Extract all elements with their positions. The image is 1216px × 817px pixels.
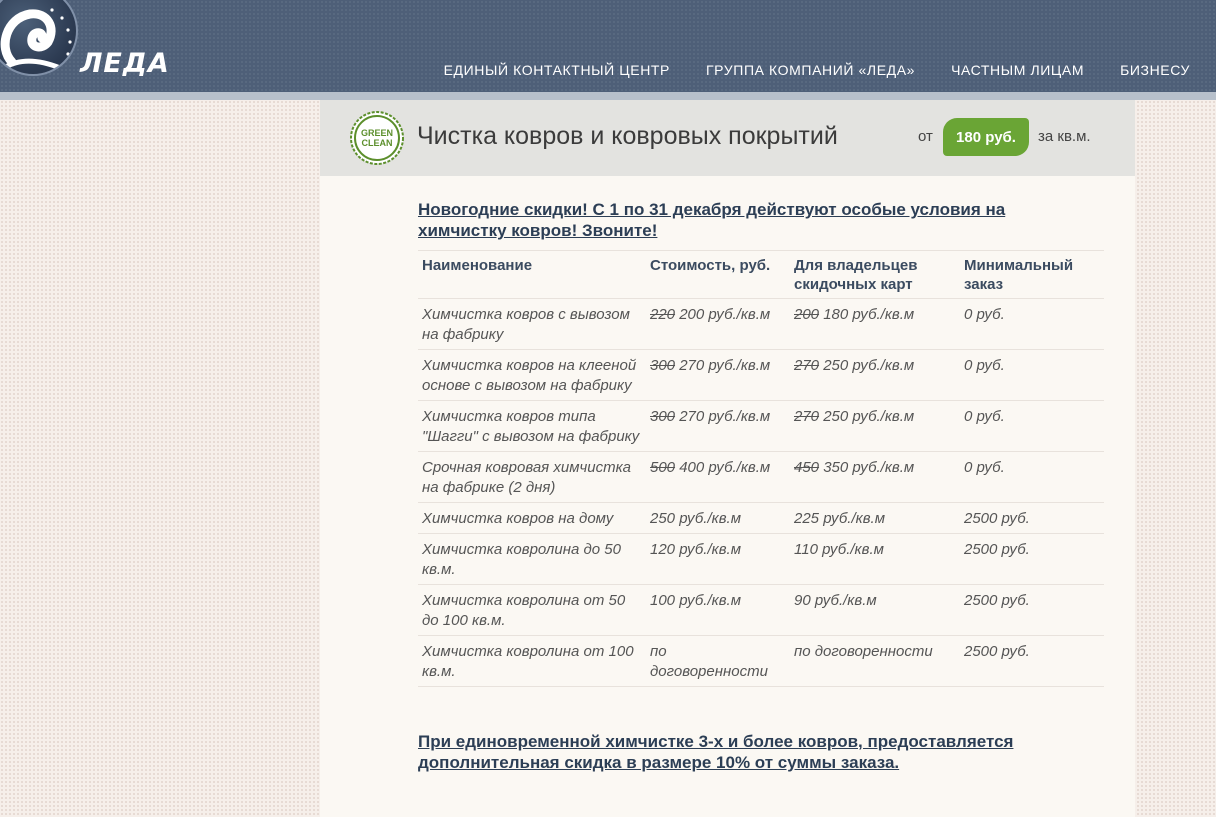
service-title-bar	[320, 100, 1135, 176]
row-name: Химчистка ковров на клееной основе с вывозом на фабрику	[418, 350, 646, 401]
row-price: по договоренности	[646, 636, 790, 687]
table-row	[418, 350, 1104, 401]
row-name: Химчистка ковров с вывозом на фабрику	[418, 299, 646, 350]
new-card-price: 180 руб./кв.м	[823, 306, 915, 323]
price-unit-label: за кв.м.	[1038, 128, 1091, 145]
table-row	[418, 299, 1104, 350]
row-price	[646, 401, 790, 452]
old-card-price: 200	[794, 306, 820, 323]
price-table	[418, 250, 1104, 687]
row-min-order: 2500 руб.	[960, 636, 1104, 687]
table-row	[418, 401, 1104, 452]
row-card-price: 110 руб./кв.м	[790, 534, 960, 585]
new-price: 270 руб./кв.м	[679, 408, 771, 425]
new-card-price: 250 руб./кв.м	[823, 357, 915, 374]
row-card-price: 90 руб./кв.м	[790, 585, 960, 636]
row-name: Химчистка ковролина до 50 кв.м.	[418, 534, 646, 585]
col-header-name: Наименование	[418, 251, 646, 299]
row-card-price	[790, 401, 960, 452]
table-row	[418, 585, 1104, 636]
row-min-order: 0 руб.	[960, 401, 1104, 452]
site-header	[0, 0, 1216, 92]
row-min-order: 2500 руб.	[960, 534, 1104, 585]
row-card-price: по договоренности	[790, 636, 960, 687]
old-price: 300	[650, 408, 676, 425]
old-price: 220	[650, 306, 676, 323]
nav-business[interactable]: БИЗНЕСУ	[1120, 62, 1190, 78]
row-price	[646, 350, 790, 401]
col-header-card: Для владельцев скидочных карт	[790, 251, 960, 299]
table-header-row	[418, 251, 1104, 299]
new-card-price: 250 руб./кв.м	[823, 408, 915, 425]
table-row	[418, 636, 1104, 687]
content-panel	[320, 100, 1135, 817]
promo-new-year[interactable]: Новогодние скидки! С 1 по 31 декабря действуют особые условия на химчистку ковров! Звоните!	[418, 200, 1006, 240]
old-price: 300	[650, 357, 676, 374]
service-title: Чистка ковров и ковровых покрытий	[417, 122, 838, 150]
old-price: 500	[650, 459, 676, 476]
row-price	[646, 299, 790, 350]
logo-text[interactable]: ЛЕДА	[80, 48, 170, 79]
new-price: 200 руб./кв.м	[679, 306, 771, 323]
row-name: Химчистка ковролина от 50 до 100 кв.м.	[418, 585, 646, 636]
table-row	[418, 452, 1104, 503]
row-price: 100 руб./кв.м	[646, 585, 790, 636]
table-row	[418, 503, 1104, 534]
green-clean-badge-icon	[350, 111, 404, 165]
row-name: Химчистка ковролина от 100 кв.м.	[418, 636, 646, 687]
nav-contact-center[interactable]: ЕДИНЫЙ КОНТАКТНЫЙ ЦЕНТР	[443, 62, 670, 78]
svg-text:CLEAN: CLEAN	[361, 138, 393, 148]
swan-logo-icon[interactable]	[0, 0, 78, 76]
row-card-price	[790, 452, 960, 503]
header-divider	[0, 92, 1216, 100]
row-card-price: 225 руб./кв.м	[790, 503, 960, 534]
col-header-price: Стоимость, руб.	[646, 251, 790, 299]
old-card-price: 270	[794, 357, 820, 374]
row-price: 120 руб./кв.м	[646, 534, 790, 585]
row-name: Химчистка ковров типа "Шагги" с вывозом на фабрику	[418, 401, 646, 452]
main-nav	[444, 62, 1190, 78]
old-card-price: 450	[794, 459, 820, 476]
promo-bulk-discount[interactable]: При единовременной химчистке 3-х и более ковров, предоставляется дополнительная скидка в размере 10% от суммы заказа.	[418, 732, 1014, 772]
col-header-min: Минимальный заказ	[960, 251, 1104, 299]
table-row	[418, 534, 1104, 585]
price-badge: 180 руб.	[943, 118, 1029, 156]
new-price: 270 руб./кв.м	[679, 357, 771, 374]
svg-text:GREEN: GREEN	[360, 128, 394, 138]
row-min-order: 0 руб.	[960, 452, 1104, 503]
nav-private-persons[interactable]: ЧАСТНЫМ ЛИЦАМ	[951, 62, 1085, 78]
new-card-price: 350 руб./кв.м	[823, 459, 915, 476]
row-price	[646, 452, 790, 503]
row-price: 250 руб./кв.м	[646, 503, 790, 534]
row-card-price	[790, 350, 960, 401]
nav-group-companies[interactable]: ГРУППА КОМПАНИЙ «ЛЕДА»	[706, 62, 916, 78]
price-from-label: от	[918, 128, 933, 145]
row-name: Срочная ковровая химчистка на фабрике (2 дня)	[418, 452, 646, 503]
row-min-order: 0 руб.	[960, 299, 1104, 350]
row-card-price	[790, 299, 960, 350]
row-min-order: 2500 руб.	[960, 503, 1104, 534]
old-card-price: 270	[794, 408, 820, 425]
row-min-order: 2500 руб.	[960, 585, 1104, 636]
row-min-order: 0 руб.	[960, 350, 1104, 401]
new-price: 400 руб./кв.м	[679, 459, 771, 476]
row-name: Химчистка ковров на дому	[418, 503, 646, 534]
